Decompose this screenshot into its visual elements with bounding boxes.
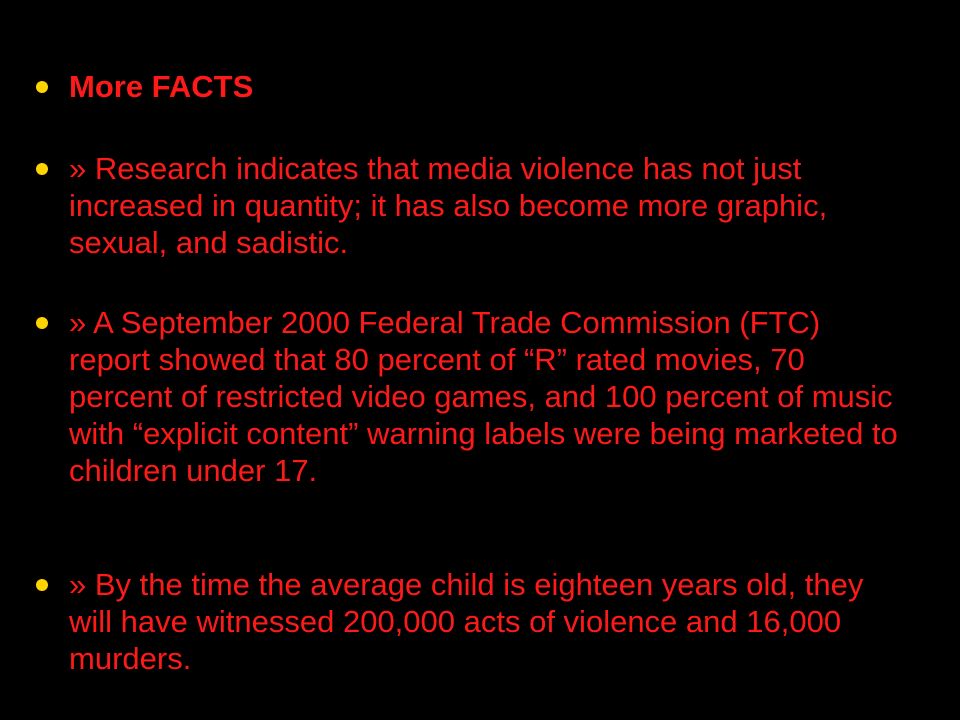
bullet-text-ftc-report: » A September 2000 Federal Trade Commission (FTC) report showed that 80 percent of “R” rated movies, 70 percent of restricted video games, and 100 percent of music with “explicit content” warning labels were being marketed to children under 17.	[69, 305, 898, 488]
bullet-dot-icon	[36, 317, 48, 329]
bullet-dot-icon	[36, 163, 48, 175]
bullet-dot-icon	[36, 579, 48, 591]
bullet-text-research: » Research indicates that media violence has not just increased in quantity; it has also become more graphic, sexual, and sadistic.	[69, 151, 828, 260]
bullet-text-statistics: » By the time the average child is eighteen years old, they will have witnessed 200,000 acts of violence and 16,000 murders.	[69, 567, 864, 676]
slide-heading: More FACTS	[69, 69, 254, 104]
bullet-dot-icon	[36, 81, 48, 93]
